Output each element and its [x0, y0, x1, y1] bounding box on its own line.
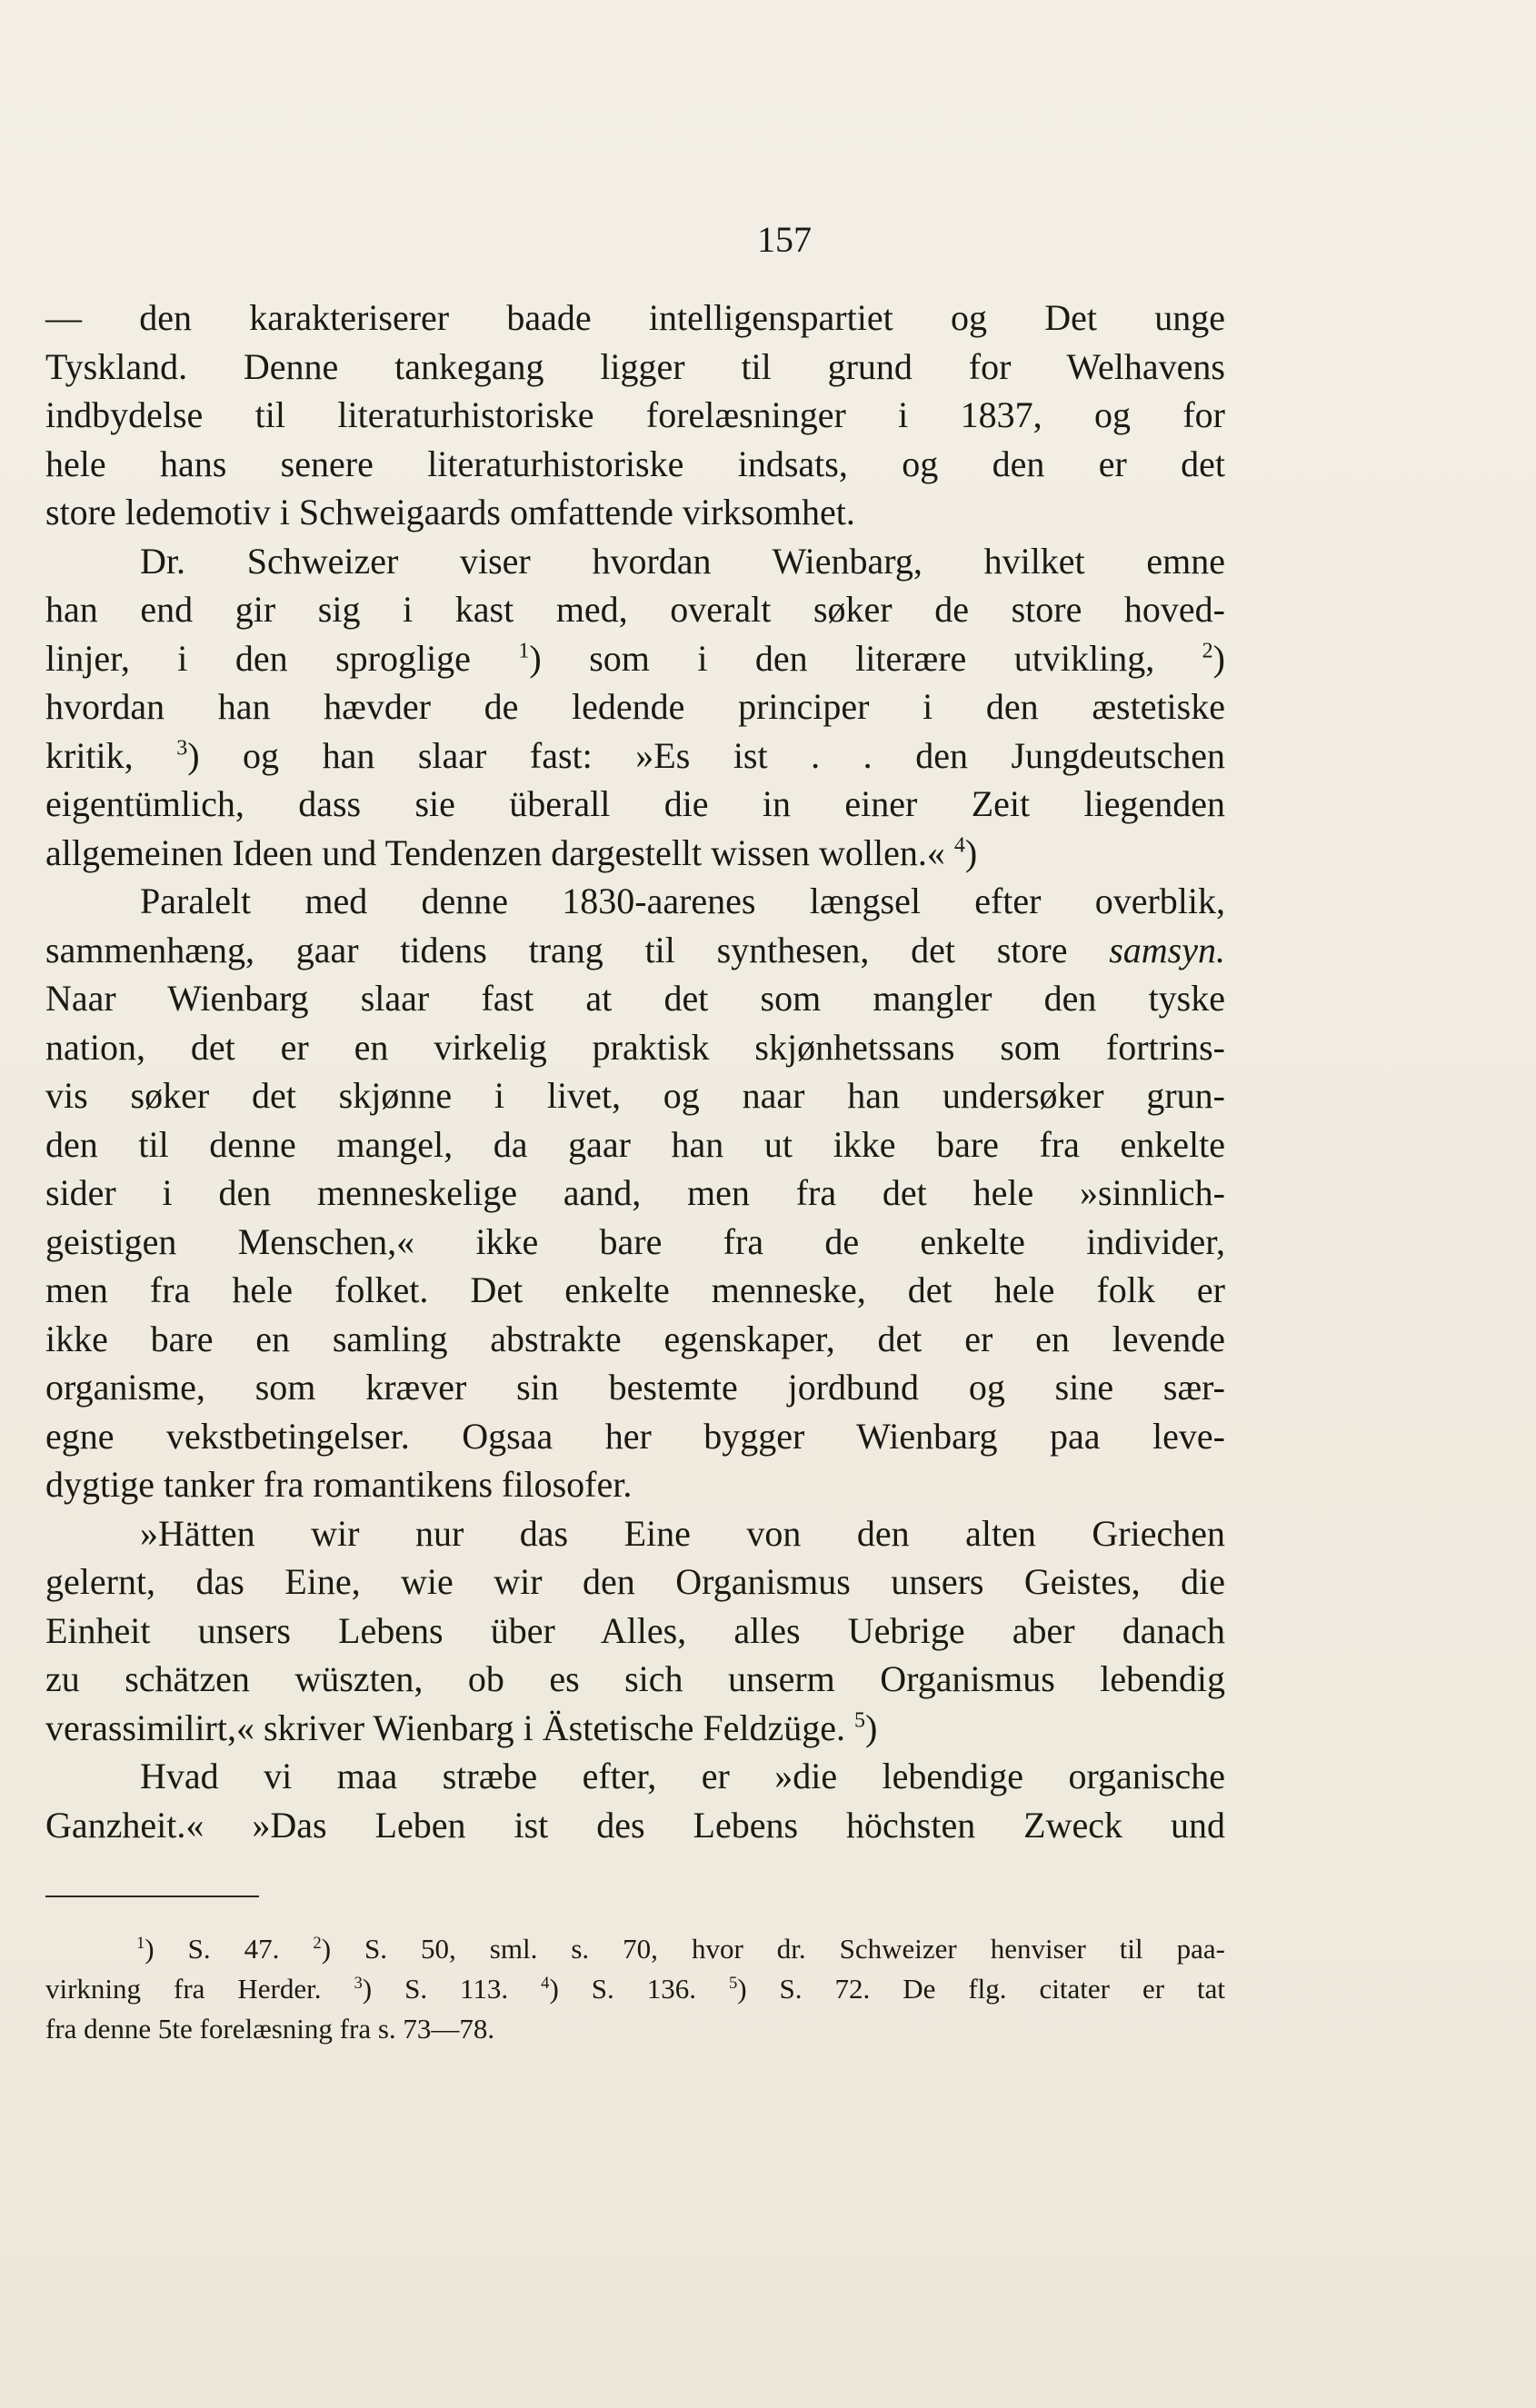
text-line: hvordan han hævder de ledende principer i den æstetiske [45, 686, 1225, 727]
text-line [45, 829, 1225, 878]
footnote-line [45, 1929, 1225, 1969]
footnote-ref: 4 [953, 833, 965, 858]
footnote-number: 5 [728, 1973, 738, 1993]
text-segment: ) [865, 1706, 878, 1748]
text-line [45, 926, 1225, 975]
text-line: Ganzheit.« »Das Leben ist des Lebens höchsten Zweck und [45, 1804, 1225, 1846]
text-line: nation, det er en virkelig praktisk skjønhetssans som fortrins- [45, 1026, 1225, 1068]
text-segment: ) [1212, 637, 1225, 679]
body-text [45, 294, 1225, 1849]
text-segment: ) S. 72. De flg. citater er tat [737, 1973, 1225, 2005]
text-segment: ) S. 136. [549, 1973, 729, 2005]
text-line: eigentümlich, dass sie überall die in einer Zeit liegenden [45, 783, 1225, 824]
footnote-line [45, 1969, 1225, 2009]
text-segment: ) S. 50, sml. s. 70, hvor dr. Schweizer henviser til paa- [321, 1933, 1225, 1965]
text-line: store ledemotiv i Schweigaards omfattende virksomhet. [45, 492, 855, 532]
text-line-paragraph-start: Hvad vi maa stræbe efter, er »die lebendige organische [140, 1756, 1225, 1796]
text-segment: sammenhæng, gaar tidens trang til synthesen, det store [45, 929, 1110, 970]
text-segment: ) og han slaar fast: »Es ist . . den Jungdeutschen [187, 734, 1225, 776]
text-segment: virkning fra Herder. [45, 1973, 354, 2005]
text-line [45, 634, 1225, 683]
footnote-ref: 3 [176, 736, 188, 761]
text-line-paragraph-start: Paralelt med denne 1830-aarenes længsel efter overblik, [140, 881, 1225, 921]
footnote-line: fra denne 5te forelæsning fra s. 73—78. [45, 2013, 495, 2045]
footnote-separator [45, 1896, 259, 1897]
text-line: gelernt, das Eine, wie wir den Organismus unsers Geistes, die [45, 1561, 1225, 1602]
text-line: — den karakteriserer baade intelligenspartiet og Det unge [45, 297, 1225, 338]
text-line: Tyskland. Denne tankegang ligger til grund for Welhavens [45, 345, 1225, 387]
text-line: zu schätzen wüszten, ob es sich unserm Organismus lebendig [45, 1658, 1225, 1699]
text-segment: ) S. 47. [145, 1933, 314, 1965]
footnote-ref: 5 [854, 1708, 866, 1733]
text-segment: ) som i den literære utvikling, [529, 637, 1202, 679]
footnote-ref: 2 [1202, 639, 1213, 663]
text-line-paragraph-start: »Hätten wir nur das Eine von den alten Griechen [140, 1512, 1225, 1554]
text-line-paragraph-start: Dr. Schweizer viser hvordan Wienbarg, hvilket emne [140, 540, 1225, 582]
footnotes [45, 1929, 1225, 2049]
text-line: hele hans senere literaturhistoriske indsats, og den er det [45, 443, 1225, 484]
text-line: dygtige tanker fra romantikens filosofer. [45, 1464, 633, 1505]
text-line: sider i den menneskelige aand, men fra det hele »sinnlich- [45, 1172, 1225, 1213]
text-segment: verassimilirt,« skriver Wienbarg i Ästetische Feldzüge. [45, 1706, 855, 1748]
footnote-ref: 1 [518, 639, 530, 663]
footnote-number: 1 [136, 1933, 145, 1953]
text-line [45, 1704, 1225, 1753]
emphasis-text: samsyn. [1109, 929, 1225, 970]
text-segment: allgemeinen Ideen und Tendenzen dargestellt wissen wollen.« [45, 831, 954, 873]
text-line: Naar Wienbarg slaar fast at det som mangler den tyske [45, 978, 1225, 1019]
footnote-number: 4 [541, 1973, 550, 1993]
footnote-number: 2 [313, 1933, 322, 1953]
text-line: den til denne mangel, da gaar han ut ikke bare fra enkelte [45, 1123, 1225, 1165]
text-segment: ) [964, 831, 978, 873]
text-line [45, 731, 1225, 781]
text-segment: linjer, i den sproglige [45, 637, 519, 679]
footnote-number: 3 [354, 1973, 363, 1993]
text-line: vis søker det skjønne i livet, og naar han undersøker grun- [45, 1075, 1225, 1116]
text-line: indbydelse til literaturhistoriske forelæsninger i 1837, og for [45, 394, 1225, 435]
text-line: Einheit unsers Lebens über Alles, alles Uebrige aber danach [45, 1609, 1225, 1651]
text-line: egne vekstbetingelser. Ogsaa her bygger Wienbarg paa leve- [45, 1415, 1225, 1457]
text-segment: kritik, [45, 734, 177, 776]
text-line: ikke bare en samling abstrakte egenskaper, det er en levende [45, 1318, 1225, 1359]
text-segment: ) S. 113. [362, 1973, 542, 2005]
text-line: han end gir sig i kast med, overalt søker de store hoved- [45, 589, 1225, 630]
text-line: organisme, som kræver sin bestemte jordbund og sine sær- [45, 1367, 1225, 1408]
text-line: geistigen Menschen,« ikke bare fra de enkelte individer, [45, 1220, 1225, 1262]
text-line: men fra hele folket. Det enkelte menneske, det hele folk er [45, 1269, 1225, 1310]
page-number: 157 [757, 219, 812, 260]
